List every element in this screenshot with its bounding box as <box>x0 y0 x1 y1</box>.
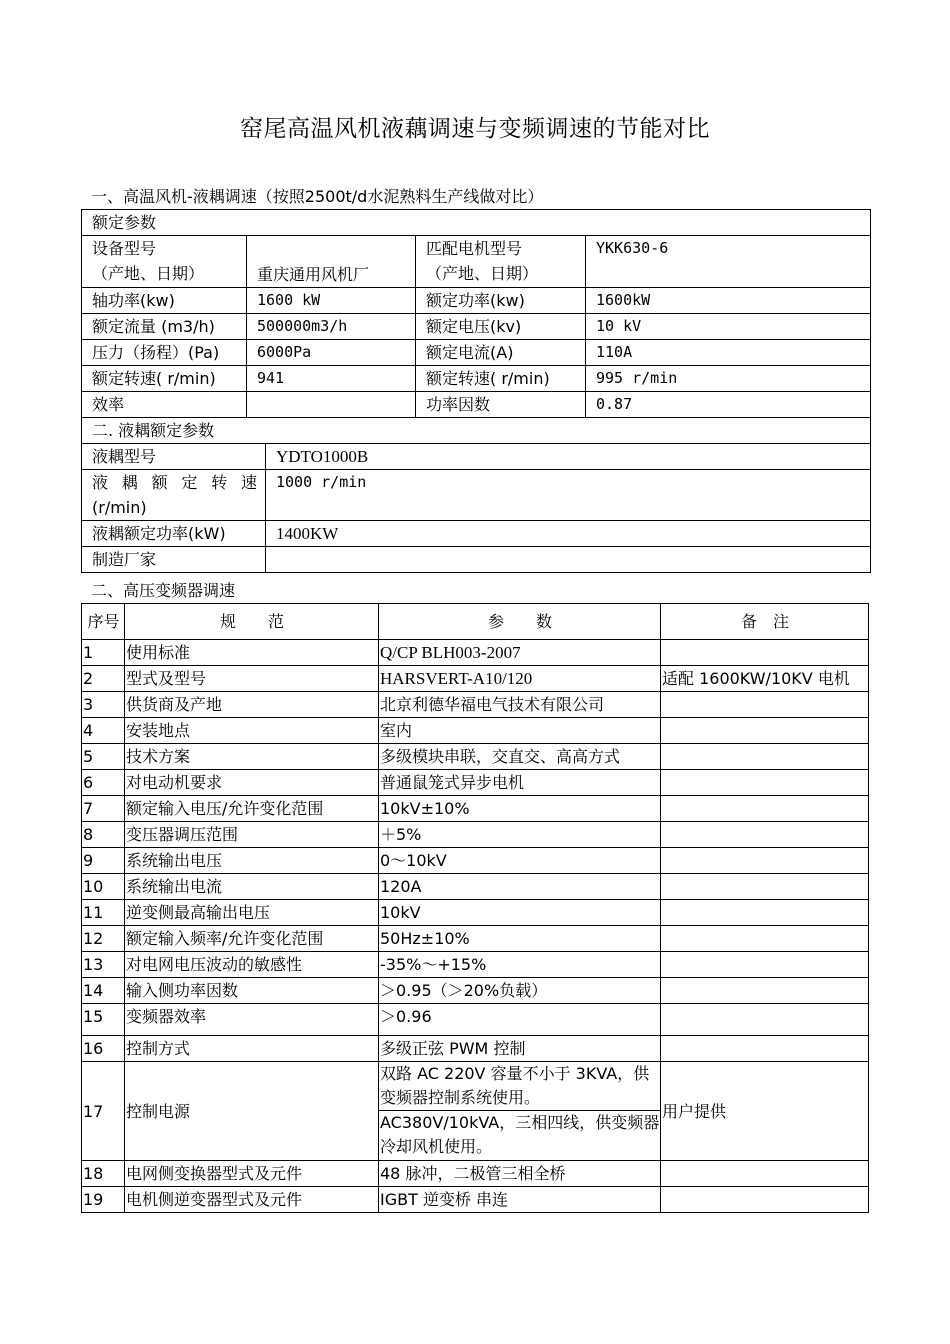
vfd-spec-rows-tail <box>82 1161 869 1213</box>
row-spec: 控制电源 <box>125 1062 379 1161</box>
row-spec: 系统输出电流 <box>125 874 379 900</box>
row-spec: 变压器调压范围 <box>125 822 379 848</box>
row-no: 18 <box>82 1161 125 1187</box>
row-no: 3 <box>82 692 125 718</box>
row-no: 12 <box>82 926 125 952</box>
section1-heading: 一、高温风机-液耦调速（按照2500t/d水泥熟料生产线做对比） <box>91 187 544 206</box>
fan-rated-params-table <box>81 209 871 418</box>
row-no: 16 <box>82 1036 125 1062</box>
row-param: 0～10kV <box>379 848 661 874</box>
row-no: 1 <box>82 640 125 666</box>
row-spec: 电网侧变换器型式及元件 <box>125 1161 379 1187</box>
coupling-section-heading: 二. 液耦额定参数 <box>82 418 871 444</box>
row-spec: 电机侧逆变器型式及元件 <box>125 1187 379 1213</box>
table-cell-value: 0.87 <box>586 392 871 418</box>
table-cell-value: 995 r/min <box>586 366 871 392</box>
table-cell-label: 设备型号 （产地、日期） <box>82 236 247 288</box>
table-row <box>82 926 869 952</box>
row-no: 4 <box>82 718 125 744</box>
row-param: 50Hz±10% <box>379 926 661 952</box>
document-title: 窑尾高温风机液藕调速与变频调速的节能对比 <box>240 116 710 142</box>
row-spec: 系统输出电压 <box>125 848 379 874</box>
row-no: 11 <box>82 900 125 926</box>
row-note <box>661 822 869 848</box>
table-cell-value: 1000 r/min <box>266 470 871 521</box>
row-no: 15 <box>82 1004 125 1036</box>
table-cell-label: 压力（扬程）(Pa) <box>82 340 247 366</box>
table-cell-label: 液耦型号 <box>82 444 266 470</box>
row-note <box>661 1036 869 1062</box>
rated-params-label: 额定参数 <box>82 210 871 236</box>
table-row <box>82 718 869 744</box>
table-cell-label: 制造厂家 <box>82 547 266 573</box>
table-cell-label: 额定转速( r/min) <box>82 366 247 392</box>
table-cell-value: 重庆通用风机厂 <box>247 236 416 288</box>
table-cell-label: 额定电压(kv) <box>416 314 586 340</box>
table-cell-label: 额定流量 (m3/h) <box>82 314 247 340</box>
row-param: 双路 AC 220V 容量不小于 3KVA，供变频器控制系统使用。 <box>379 1062 661 1111</box>
row-note <box>661 1161 869 1187</box>
row-note <box>661 744 869 770</box>
table-cell-label: 轴功率(kw) <box>82 288 247 314</box>
row-no: 10 <box>82 874 125 900</box>
row-param: -35%～+15% <box>379 952 661 978</box>
row-spec: 对电网电压波动的敏感性 <box>125 952 379 978</box>
row-spec: 控制方式 <box>125 1036 379 1062</box>
row-param: 48 脉冲，二极管三相全桥 <box>379 1161 661 1187</box>
table-cell-label: 额定转速( r/min) <box>416 366 586 392</box>
table-cell-value <box>247 392 416 418</box>
header-no: 序号 <box>82 604 125 640</box>
row-param: ＞0.96 <box>379 1004 661 1036</box>
row-note <box>661 874 869 900</box>
row-note <box>661 1004 869 1036</box>
table-cell-value: YDTO1000B <box>266 444 871 470</box>
table-row <box>82 978 869 1004</box>
row-note <box>661 1187 869 1213</box>
table-cell-value: 1400KW <box>266 521 871 547</box>
row-spec: 逆变侧最高输出电压 <box>125 900 379 926</box>
table-cell-value: 941 <box>247 366 416 392</box>
table-row <box>82 1161 869 1187</box>
table-cell-value: 1600kW <box>586 288 871 314</box>
vfd-spec-rows <box>82 640 869 1062</box>
header-note: 备 注 <box>661 604 869 640</box>
row-spec: 变频器效率 <box>125 1004 379 1036</box>
row-spec: 供货商及产地 <box>125 692 379 718</box>
row-note <box>661 770 869 796</box>
row-param: HARSVERT-A10/120 <box>379 666 661 692</box>
row-note <box>661 640 869 666</box>
row-param: ＞0.95（＞20%负载） <box>379 978 661 1004</box>
row-note <box>661 900 869 926</box>
row-note: 适配 1600KW/10KV 电机 <box>661 666 869 692</box>
row-param: ＋5% <box>379 822 661 848</box>
row-param: AC380V/10kVA，三相四线，供变频器冷却风机使用。 <box>379 1111 661 1161</box>
row-no: 2 <box>82 666 125 692</box>
row-param: Q/CP BLH003-2007 <box>379 640 661 666</box>
table-row <box>82 692 869 718</box>
row-no: 14 <box>82 978 125 1004</box>
row-param: 北京利德华福电气技术有限公司 <box>379 692 661 718</box>
row-param: 普通鼠笼式异步电机 <box>379 770 661 796</box>
table-row <box>82 900 869 926</box>
row-note <box>661 848 869 874</box>
row-no: 13 <box>82 952 125 978</box>
table-row <box>82 770 869 796</box>
table-row <box>82 666 869 692</box>
row-no: 17 <box>82 1062 125 1161</box>
row-spec: 安装地点 <box>125 718 379 744</box>
table-row <box>82 1036 869 1062</box>
table-row <box>82 744 869 770</box>
section3-heading: 二、高压变频器调速 <box>91 581 236 600</box>
table-row <box>82 640 869 666</box>
row-param: 多级模块串联，交直交、高高方式 <box>379 744 661 770</box>
row-spec: 技术方案 <box>125 744 379 770</box>
table-row <box>82 822 869 848</box>
row-note <box>661 692 869 718</box>
table-cell-value: 1600 kW <box>247 288 416 314</box>
row-spec: 额定输入频率/允许变化范围 <box>125 926 379 952</box>
table-row <box>82 796 869 822</box>
row-spec: 输入侧功率因数 <box>125 978 379 1004</box>
table-cell-value: 110A <box>586 340 871 366</box>
table-cell-label: 功率因数 <box>416 392 586 418</box>
table-cell-value: YKK630-6 <box>586 236 871 288</box>
table-cell-label: 额定电流(A) <box>416 340 586 366</box>
coupling-params-table <box>81 417 871 573</box>
header-spec: 规 范 <box>125 604 379 640</box>
row-param: 10kV±10% <box>379 796 661 822</box>
row-no: 19 <box>82 1187 125 1213</box>
row-note <box>661 952 869 978</box>
table-cell-value: 6000Pa <box>247 340 416 366</box>
row-param: 10kV <box>379 900 661 926</box>
row-param: 120A <box>379 874 661 900</box>
row-spec: 型式及型号 <box>125 666 379 692</box>
row-no: 9 <box>82 848 125 874</box>
row-spec: 使用标准 <box>125 640 379 666</box>
row-spec: 对电动机要求 <box>125 770 379 796</box>
table-cell-value <box>266 547 871 573</box>
row-no: 8 <box>82 822 125 848</box>
row-note: 用户提供 <box>661 1062 869 1161</box>
table-cell-label: 额定功率(kw) <box>416 288 586 314</box>
row-note <box>661 926 869 952</box>
table-cell-label: 匹配电机型号 （产地、日期） <box>416 236 586 288</box>
table-cell-value: 10 kV <box>586 314 871 340</box>
row-no: 6 <box>82 770 125 796</box>
table-cell-value: 500000m3/h <box>247 314 416 340</box>
table-cell-label: 液耦额定功率(kW) <box>82 521 266 547</box>
table-row <box>82 1004 869 1036</box>
row-param: IGBT 逆变桥 串连 <box>379 1187 661 1213</box>
row-no: 7 <box>82 796 125 822</box>
table-row <box>82 1062 869 1111</box>
row-param: 室内 <box>379 718 661 744</box>
table-cell-label: 液 耦 额 定 转 速 (r/min) <box>82 470 266 521</box>
row-spec: 额定输入电压/允许变化范围 <box>125 796 379 822</box>
row-note <box>661 718 869 744</box>
row-note <box>661 978 869 1004</box>
table-row <box>82 952 869 978</box>
row-param: 多级正弦 PWM 控制 <box>379 1036 661 1062</box>
table-row <box>82 848 869 874</box>
row-no: 5 <box>82 744 125 770</box>
header-param: 参 数 <box>379 604 661 640</box>
row-note <box>661 796 869 822</box>
table-row <box>82 874 869 900</box>
table-cell-label: 效率 <box>82 392 247 418</box>
vfd-spec-table <box>81 603 869 1213</box>
table-row <box>82 1187 869 1213</box>
